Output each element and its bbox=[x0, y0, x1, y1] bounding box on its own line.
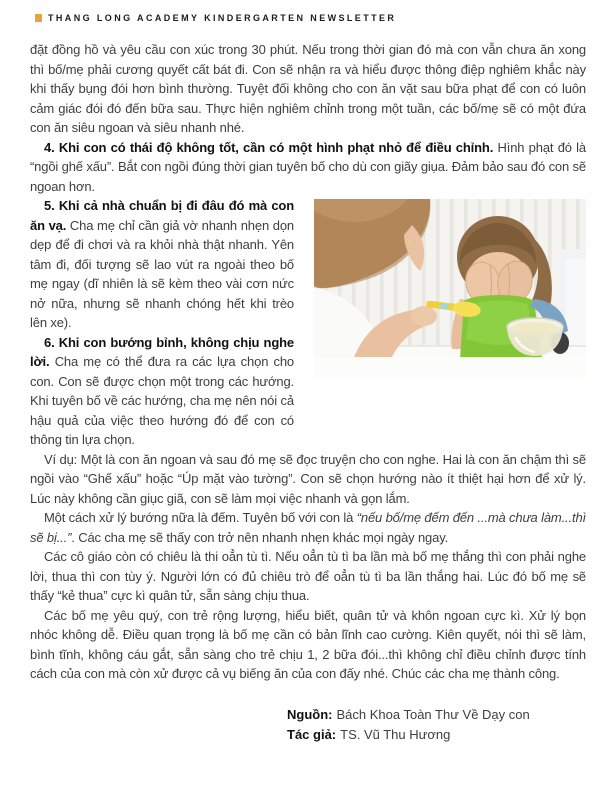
body-text: . Các cha mẹ sẽ thấy con trở nên nhanh nhẹn khác mọi ngày ngay. bbox=[71, 529, 449, 545]
source-value: Bách Khoa Toàn Thư Về Dạy con bbox=[336, 707, 530, 722]
body-text: Các bố mẹ yêu quý, con trẻ rộng lượng, hiểu biết, quân tử và khôn ngoan cực kì. Xử lý bọn nhóc không dễ. Điều quan trọng là bố mẹ cần có bản lĩnh cao cường. Kiên quyết, nói thì sẽ làm, bình tĩnh, không cáu gắt, sẵn sàng cho trẻ chịu 1, 2 bữa đói...thì không chỉ điều chỉnh được tính cách của con mà còn xử được cả vụ biếng ăn của con đấy nhé. Chúc các cha mẹ thành công. bbox=[30, 607, 586, 681]
paragraph bbox=[30, 606, 586, 684]
bold-text: 6. Khi con bướng bỉnh, không chịu nghe lời. bbox=[30, 334, 294, 369]
author-value: TS. Vũ Thu Hương bbox=[340, 726, 451, 742]
italic-text: “nếu bố/mẹ đếm đến ...mà chưa làm...thì sẽ bị...” bbox=[30, 510, 586, 545]
body-text: Ví dụ: Một là con ăn ngoan và sau đó mẹ sẽ đọc truyện cho con nghe. Hai là con ăn chậm thì sẽ ngồi vào “Ghế xấu” hoặc “Úp mặt vào tường”. Con sẽ chọn hướng nào ít thiệt hại hơn để xử lý. Lúc này không cần giục giã, con sẽ làm mọi việc nhanh và gọn lắm. bbox=[30, 451, 586, 506]
author-label: Tác giả: bbox=[287, 726, 337, 742]
author-line bbox=[287, 725, 530, 745]
bold-text: 4. Khi con có thái độ không tốt, cần có một hình phạt nhỏ để điều chỉnh. bbox=[44, 139, 494, 155]
feeding-photo-wrap bbox=[294, 196, 586, 442]
body-text: Cha mẹ có thể đưa ra các lựa chọn cho con. Con sẽ được chọn một trong các hướng. Khi tuyên bố về các hướng, cha mẹ nên nói cả hậu quả của việc theo hướng đó để con có thông tin lựa chọn. bbox=[30, 354, 294, 447]
paragraph bbox=[30, 138, 586, 197]
body-text: Cha mẹ chỉ cần giả vờ nhanh nhẹn dọn dẹp để đi chơi và ra khỏi nhà thật nhanh. Yên tâm đi, đối tượng sẽ lao vút ra ngoài theo bố mẹ ngay (dĩ nhiên là sẽ kèm theo vài cơn nức nở nữa, nhưng sẽ nhanh chóng hết khi trèo lên xe). bbox=[30, 217, 294, 330]
newsletter-header bbox=[35, 13, 396, 23]
article-body bbox=[30, 40, 586, 684]
paragraph bbox=[30, 450, 586, 509]
source-line bbox=[287, 705, 530, 725]
body-text: Hình phạt đó là “ngồi ghế xấu”. Bắt con ngồi đúng thời gian tuyên bố cho dù con giãy giụa. Đảm bảo sau đó con sẽ ngoan hơn. bbox=[30, 139, 586, 194]
newsletter-title: THANG LONG ACADEMY KINDERGARTEN NEWSLETTER bbox=[48, 13, 397, 23]
paragraph bbox=[30, 547, 586, 606]
bold-text: 5. Khi cả nhà chuẩn bị đi đâu đó mà con ăn vạ. bbox=[30, 198, 294, 233]
body-text: Các cô giáo còn có chiêu là thi oẳn tù tì. Nếu oẳn tù tì ba lần mà bố mẹ thắng thì con phải nghe lời, thua thì con tùy ý. Người lớn có đủ chiêu trò để oẳn tù tì ba lần thắng hai. Lúc đó bố mẹ sẽ thấy “kẻ thua” cực kì quân tử, sẵn sàng chịu thua. bbox=[30, 549, 586, 603]
paragraph bbox=[30, 508, 586, 547]
paragraph bbox=[30, 196, 586, 333]
source-label: Nguồn: bbox=[287, 707, 333, 722]
paragraph bbox=[30, 40, 586, 138]
bullet-square-icon bbox=[35, 14, 42, 22]
body-text: đặt đồng hồ và yêu cầu con xúc trong 30 phút. Nếu trong thời gian đó mà con vẫn chưa ăn xong thì bố/mẹ phải cương quyết cất bát đi. Con sẽ nhận ra và hiểu được thông điệp nghiêm khắc này khi thấy bụng đói hơn bình thường. Tuyệt đối không cho con ăn vặt sau bữa phạt để con có luôn cảm giác đói đó đến bữa sau. Thực hiện nghiêm chỉnh trong một tuần, các bố/mẹ sẽ có một đứa con ăn siêu ngoan và siêu nhanh nhé. bbox=[30, 42, 586, 135]
attribution-block bbox=[287, 705, 530, 744]
feeding-toddler-photo bbox=[314, 199, 586, 377]
body-text: Một cách xử lý bướng nữa là đếm. Tuyên bố với con là bbox=[44, 510, 357, 525]
